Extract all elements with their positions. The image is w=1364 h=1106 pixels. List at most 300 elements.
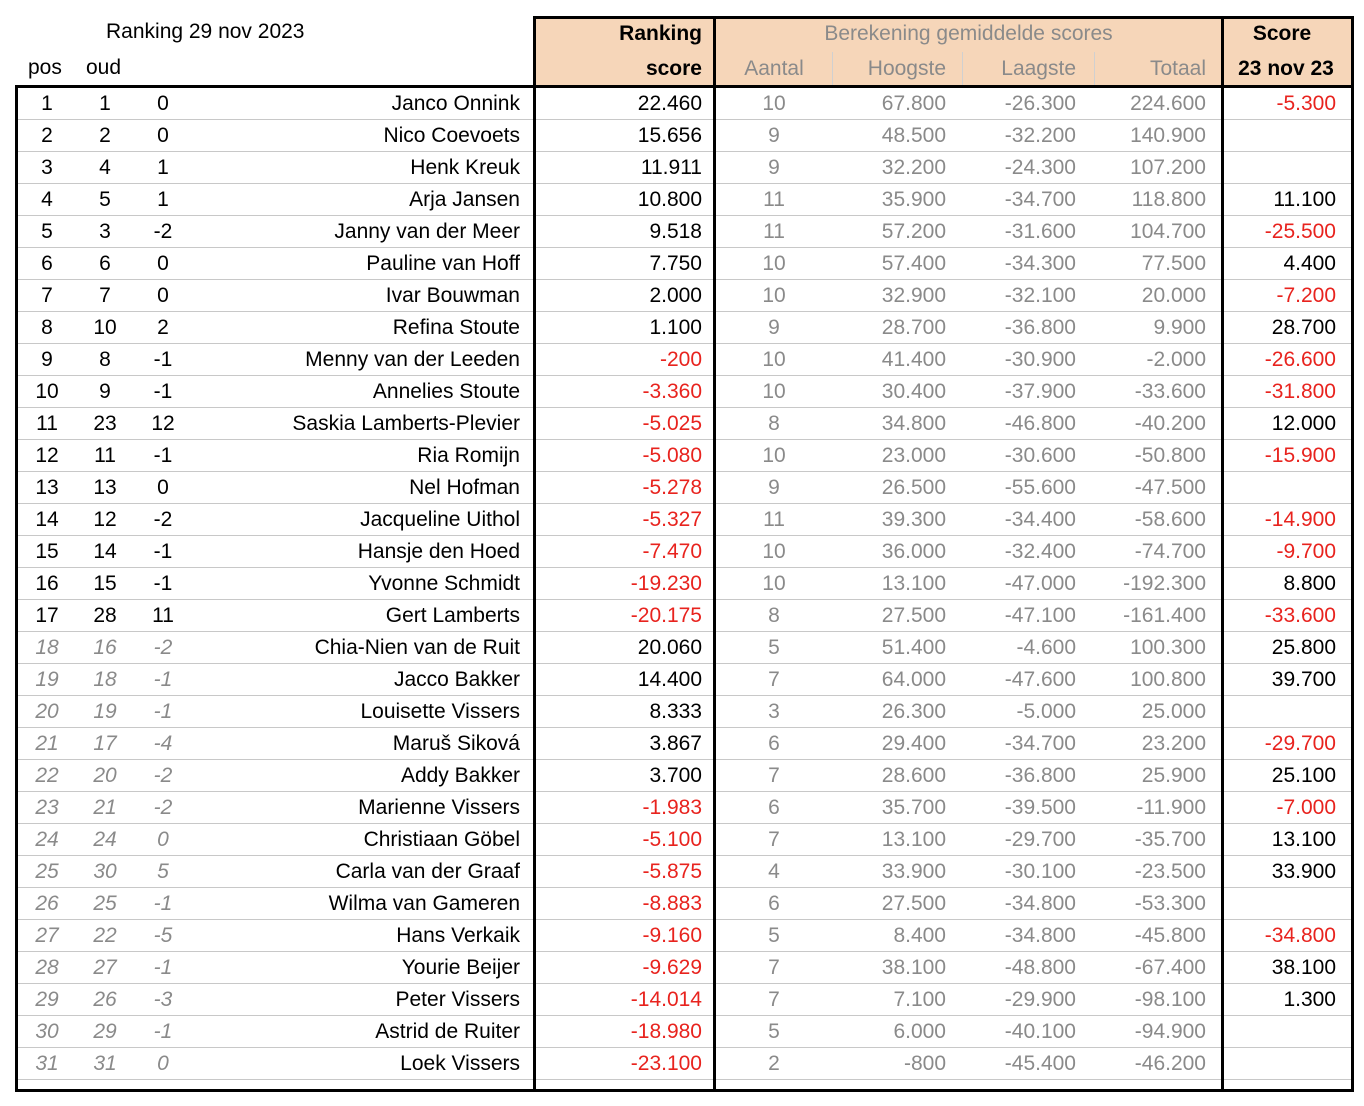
totaal-cell: -40.200 <box>1134 412 1206 435</box>
row-divider <box>18 1079 1352 1080</box>
pos-cell: 8 <box>41 316 53 339</box>
totaal-cell: -192.300 <box>1123 572 1206 595</box>
ranking-score-header-line2: score <box>645 57 702 80</box>
oud-cell: 9 <box>99 380 111 403</box>
ranking-score: -5.100 <box>642 828 702 851</box>
pos-cell: 3 <box>41 156 53 179</box>
header-divider <box>1094 52 1095 86</box>
ranking-score: 15.656 <box>637 124 702 147</box>
laagste-cell: -30.900 <box>1004 348 1076 371</box>
table-row <box>18 184 1352 216</box>
player-name: Nico Coevoets <box>383 124 520 147</box>
ranking-score: 20.060 <box>637 636 702 659</box>
pos-cell: 19 <box>35 668 59 691</box>
player-name: Pauline van Hoff <box>366 252 520 275</box>
laagste-cell: -34.700 <box>1004 188 1076 211</box>
aantal-cell: 7 <box>768 956 780 979</box>
aantal-cell: 6 <box>768 796 780 819</box>
hoogste-cell: 35.700 <box>881 796 946 819</box>
frame-line <box>713 16 716 1092</box>
player-name: Hansje den Hoed <box>357 540 520 563</box>
hoogste-cell: 13.100 <box>881 828 946 851</box>
totaal-cell: -11.900 <box>1136 796 1206 819</box>
hoogste-cell: 28.600 <box>881 764 946 787</box>
player-name: Saskia Lamberts-Plevier <box>292 412 520 435</box>
ranking-score: 1.100 <box>649 316 702 339</box>
hoogste-cell: 28.700 <box>881 316 946 339</box>
ranking-score: -5.875 <box>642 860 702 883</box>
hoogste-cell: 39.300 <box>881 508 946 531</box>
table-row <box>18 312 1352 344</box>
frame-line <box>533 16 1354 19</box>
oud-cell: 5 <box>99 188 111 211</box>
player-name: Annelies Stoute <box>372 380 520 403</box>
pos-cell: 26 <box>35 892 59 915</box>
ranking-score: -3.360 <box>642 380 702 403</box>
totaal-cell: 25.000 <box>1141 700 1206 723</box>
table-row <box>18 472 1352 504</box>
diff-cell: 0 <box>157 92 169 115</box>
totaal-cell: -74.700 <box>1134 540 1206 563</box>
diff-cell: -3 <box>153 988 173 1011</box>
oud-cell: 26 <box>93 988 117 1011</box>
aantal-cell: 2 <box>768 1052 780 1075</box>
pos-cell: 17 <box>35 604 59 627</box>
score-cell: 13.100 <box>1271 828 1336 851</box>
oud-cell: 24 <box>93 828 117 851</box>
score-cell: -25.500 <box>1264 220 1336 243</box>
table-row <box>18 1016 1352 1048</box>
ranking-score: -5.080 <box>642 444 702 467</box>
pos-cell: 22 <box>35 764 59 787</box>
aantal-cell: 9 <box>768 316 780 339</box>
aantal-cell: 11 <box>763 220 785 243</box>
table-row <box>18 824 1352 856</box>
hoogste-cell: 8.400 <box>893 924 946 947</box>
score-cell: 12.000 <box>1271 412 1336 435</box>
pos-cell: 14 <box>35 508 59 531</box>
table-row <box>18 280 1352 312</box>
oud-cell: 11 <box>94 444 116 467</box>
hoogste-cell: 57.200 <box>881 220 946 243</box>
pos-cell: 20 <box>35 700 59 723</box>
diff-cell: -2 <box>153 796 173 819</box>
laagste-cell: -36.800 <box>1004 764 1076 787</box>
aantal-cell: 7 <box>768 668 780 691</box>
aantal-cell: 6 <box>768 892 780 915</box>
ranking-score: -200 <box>659 348 702 371</box>
diff-cell: -1 <box>153 572 173 595</box>
score-cell <box>1224 696 1336 728</box>
aantal-cell: 9 <box>768 124 780 147</box>
totaal-cell: -94.900 <box>1134 1020 1206 1043</box>
oud-cell: 1 <box>99 92 111 115</box>
ranking-score: -9.629 <box>642 956 702 979</box>
pos-cell: 5 <box>41 220 53 243</box>
oud-cell: 10 <box>93 316 117 339</box>
ranking-score: 11.911 <box>640 156 702 179</box>
pos-cell: 28 <box>35 956 59 979</box>
diff-cell: -1 <box>153 892 173 915</box>
hoogste-cell: 67.800 <box>881 92 946 115</box>
ranking-score: 8.333 <box>649 700 702 723</box>
player-name: Yourie Beijer <box>401 956 520 979</box>
hoogste-cell: 41.400 <box>881 348 946 371</box>
ranking-score: 9.518 <box>649 220 702 243</box>
player-name: Hans Verkaik <box>396 924 520 947</box>
laagste-header: Laagste <box>1001 57 1076 80</box>
aantal-cell: 10 <box>762 444 786 467</box>
ranking-score: -5.278 <box>642 476 702 499</box>
aantal-cell: 3 <box>768 700 780 723</box>
score-cell: -7.000 <box>1276 796 1336 819</box>
table-row <box>18 120 1352 152</box>
score-cell: 28.700 <box>1271 316 1336 339</box>
aantal-cell: 9 <box>768 476 780 499</box>
player-name: Peter Vissers <box>395 988 520 1011</box>
pos-cell: 25 <box>35 860 59 883</box>
aantal-cell: 10 <box>762 284 786 307</box>
laagste-cell: -34.300 <box>1004 252 1076 275</box>
score-cell <box>1224 1048 1336 1080</box>
hoogste-cell: 36.000 <box>881 540 946 563</box>
frame-line <box>15 1089 1354 1092</box>
score-header-line2: 23 nov 23 <box>1238 57 1334 80</box>
totaal-cell: 25.900 <box>1141 764 1206 787</box>
totaal-cell: -47.500 <box>1134 476 1206 499</box>
pos-cell: 31 <box>35 1052 59 1075</box>
player-name: Louisette Vissers <box>360 700 520 723</box>
score-cell: -9.700 <box>1276 540 1336 563</box>
diff-cell: 1 <box>157 156 169 179</box>
hoogste-cell: 32.900 <box>881 284 946 307</box>
table-row <box>18 536 1352 568</box>
diff-cell: -2 <box>153 508 173 531</box>
score-cell: -14.900 <box>1264 508 1336 531</box>
ranking-score: 10.800 <box>637 188 702 211</box>
score-cell: 33.900 <box>1271 860 1336 883</box>
laagste-cell: -40.100 <box>1004 1020 1076 1043</box>
hoogste-cell: 48.500 <box>881 124 946 147</box>
player-name: Astrid de Ruiter <box>375 1020 520 1043</box>
aantal-cell: 7 <box>768 828 780 851</box>
header-divider <box>832 52 833 86</box>
player-name: Ria Romijn <box>417 444 520 467</box>
diff-cell: -1 <box>153 956 173 979</box>
oud-cell: 29 <box>93 1020 117 1043</box>
laagste-cell: -47.000 <box>1004 572 1076 595</box>
player-name: Janco Onnink <box>391 92 520 115</box>
aantal-cell: 10 <box>762 380 786 403</box>
oud-cell: 13 <box>93 476 117 499</box>
laagste-cell: -48.800 <box>1004 956 1076 979</box>
pos-cell: 30 <box>35 1020 59 1043</box>
score-cell: -29.700 <box>1264 732 1336 755</box>
laagste-cell: -55.600 <box>1004 476 1076 499</box>
player-name: Loek Vissers <box>400 1052 520 1075</box>
oud-cell: 4 <box>99 156 111 179</box>
score-cell: 39.700 <box>1271 668 1336 691</box>
oud-cell: 27 <box>93 956 117 979</box>
ranking-score: -7.470 <box>642 540 702 563</box>
score-cell: -34.800 <box>1264 924 1336 947</box>
diff-cell: -1 <box>153 348 173 371</box>
oud-cell: 28 <box>93 604 117 627</box>
laagste-cell: -37.900 <box>1004 380 1076 403</box>
table-row <box>18 920 1352 952</box>
hoogste-cell: 27.500 <box>881 604 946 627</box>
diff-cell: 11 <box>152 604 174 627</box>
aantal-cell: 5 <box>768 924 780 947</box>
diff-cell: -1 <box>153 540 173 563</box>
ranking-score: -14.014 <box>630 988 702 1011</box>
diff-cell: -4 <box>153 732 173 755</box>
oud-cell: 2 <box>99 124 111 147</box>
player-name: Wilma van Gameren <box>328 892 520 915</box>
table-row <box>18 248 1352 280</box>
totaal-header: Totaal <box>1149 57 1206 80</box>
oud-header: oud <box>86 56 122 79</box>
score-cell <box>1224 1016 1336 1048</box>
table-row <box>18 216 1352 248</box>
laagste-cell: -29.900 <box>1004 988 1076 1011</box>
frame-line <box>1221 16 1224 1092</box>
table-row <box>18 376 1352 408</box>
totaal-cell: -161.400 <box>1123 604 1206 627</box>
hoogste-cell: 33.900 <box>881 860 946 883</box>
table-row <box>18 344 1352 376</box>
player-name: Maruš Siková <box>392 732 520 755</box>
totaal-cell: 20.000 <box>1141 284 1206 307</box>
ranking-score: -5.327 <box>642 508 702 531</box>
pos-cell: 2 <box>41 124 53 147</box>
table-row <box>18 664 1352 696</box>
table-row <box>18 152 1352 184</box>
diff-cell: -5 <box>153 924 173 947</box>
player-name: Addy Bakker <box>400 764 520 787</box>
totaal-cell: 104.700 <box>1130 220 1206 243</box>
score-cell: 38.100 <box>1271 956 1336 979</box>
totaal-cell: 9.900 <box>1153 316 1206 339</box>
score-cell: -7.200 <box>1276 284 1336 307</box>
totaal-cell: -53.300 <box>1134 892 1206 915</box>
hoogste-cell: 7.100 <box>893 988 946 1011</box>
header-divider <box>962 52 963 86</box>
pos-cell: 6 <box>41 252 53 275</box>
laagste-cell: -32.100 <box>1004 284 1076 307</box>
totaal-cell: -2.000 <box>1146 348 1206 371</box>
table-row <box>18 504 1352 536</box>
totaal-cell: -33.600 <box>1134 380 1206 403</box>
player-name: Jacco Bakker <box>393 668 520 691</box>
ranking-score: 3.867 <box>649 732 702 755</box>
ranking-score: 3.700 <box>649 764 702 787</box>
hoogste-cell: 29.400 <box>881 732 946 755</box>
hoogste-cell: 26.500 <box>881 476 946 499</box>
diff-cell: -1 <box>153 668 173 691</box>
totaal-cell: 224.600 <box>1130 92 1206 115</box>
score-cell: -31.800 <box>1264 380 1336 403</box>
ranking-score: -1.983 <box>642 796 702 819</box>
oud-cell: 22 <box>93 924 117 947</box>
hoogste-cell: 38.100 <box>881 956 946 979</box>
diff-cell: 12 <box>151 412 175 435</box>
aantal-cell: 10 <box>762 572 786 595</box>
aantal-cell: 8 <box>768 604 780 627</box>
hoogste-cell: 30.400 <box>881 380 946 403</box>
diff-cell: 0 <box>157 284 169 307</box>
totaal-cell: -23.500 <box>1134 860 1206 883</box>
laagste-cell: -5.000 <box>1016 700 1076 723</box>
player-name: Christiaan Göbel <box>363 828 520 851</box>
laagste-cell: -34.700 <box>1004 732 1076 755</box>
aantal-cell: 7 <box>768 764 780 787</box>
laagste-cell: -47.600 <box>1004 668 1076 691</box>
table-row <box>18 792 1352 824</box>
totaal-cell: -46.200 <box>1134 1052 1206 1075</box>
laagste-cell: -24.300 <box>1004 156 1076 179</box>
ranking-title: Ranking 29 nov 2023 <box>106 20 305 43</box>
laagste-cell: -32.400 <box>1004 540 1076 563</box>
diff-cell: -1 <box>153 380 173 403</box>
oud-cell: 12 <box>93 508 117 531</box>
laagste-cell: -39.500 <box>1004 796 1076 819</box>
oud-cell: 7 <box>99 284 111 307</box>
oud-cell: 14 <box>93 540 117 563</box>
score-cell: -15.900 <box>1264 444 1336 467</box>
diff-cell: 0 <box>157 124 169 147</box>
pos-cell: 7 <box>41 284 53 307</box>
oud-cell: 18 <box>93 668 117 691</box>
score-cell: 8.800 <box>1283 572 1336 595</box>
aantal-cell: 10 <box>762 540 786 563</box>
aantal-cell: 10 <box>762 252 786 275</box>
player-name: Jacqueline Uithol <box>360 508 520 531</box>
player-name: Arja Jansen <box>409 188 520 211</box>
hoogste-cell: 23.000 <box>881 444 946 467</box>
table-row <box>18 568 1352 600</box>
diff-cell: 0 <box>157 476 169 499</box>
pos-cell: 27 <box>35 924 59 947</box>
player-name: Refina Stoute <box>392 316 520 339</box>
table-row <box>18 888 1352 920</box>
frame-line <box>533 16 536 1092</box>
table-row <box>18 952 1352 984</box>
oud-cell: 31 <box>93 1052 117 1075</box>
frame-line <box>15 85 1354 88</box>
score-cell: -33.600 <box>1264 604 1336 627</box>
table-row <box>18 440 1352 472</box>
ranking-score: 14.400 <box>637 668 702 691</box>
diff-cell: -1 <box>153 444 173 467</box>
aantal-cell: 8 <box>768 412 780 435</box>
hoogste-cell: -800 <box>903 1052 946 1075</box>
pos-cell: 21 <box>35 732 59 755</box>
pos-cell: 4 <box>41 188 53 211</box>
table-row <box>18 760 1352 792</box>
score-header-line1: Score <box>1252 22 1312 45</box>
diff-cell: 0 <box>157 828 169 851</box>
table-row <box>18 408 1352 440</box>
table-row <box>18 984 1352 1016</box>
score-cell <box>1224 472 1336 504</box>
ranking-score: -20.175 <box>630 604 702 627</box>
hoogste-cell: 32.200 <box>881 156 946 179</box>
table-row <box>18 696 1352 728</box>
berekening-group-header: Berekening gemiddelde scores <box>824 22 1113 45</box>
aantal-cell: 6 <box>768 732 780 755</box>
aantal-cell: 11 <box>763 508 785 531</box>
ranking-score: 7.750 <box>649 252 702 275</box>
player-name: Carla van der Graaf <box>335 860 520 883</box>
totaal-cell: -98.100 <box>1134 988 1206 1011</box>
laagste-cell: -4.600 <box>1016 636 1076 659</box>
player-name: Yvonne Schmidt <box>368 572 520 595</box>
hoogste-cell: 57.400 <box>881 252 946 275</box>
diff-cell: 0 <box>157 252 169 275</box>
diff-cell: -1 <box>153 700 173 723</box>
score-cell: 1.300 <box>1283 988 1336 1011</box>
pos-cell: 10 <box>35 380 59 403</box>
ranking-score: -19.230 <box>630 572 702 595</box>
score-cell <box>1224 888 1336 920</box>
laagste-cell: -46.800 <box>1004 412 1076 435</box>
hoogste-cell: 35.900 <box>881 188 946 211</box>
score-cell: -5.300 <box>1276 92 1336 115</box>
laagste-cell: -34.800 <box>1004 892 1076 915</box>
score-cell: 25.800 <box>1271 636 1336 659</box>
aantal-cell: 10 <box>762 92 786 115</box>
ranking-score: 2.000 <box>649 284 702 307</box>
ranking-score: 22.460 <box>637 92 702 115</box>
pos-cell: 18 <box>35 636 59 659</box>
aantal-cell: 7 <box>768 988 780 1011</box>
laagste-cell: -30.600 <box>1004 444 1076 467</box>
pos-cell: 29 <box>35 988 59 1011</box>
player-name: Chia-Nien van de Ruit <box>314 636 520 659</box>
ranking-score: -8.883 <box>642 892 702 915</box>
player-name: Janny van der Meer <box>334 220 520 243</box>
hoogste-cell: 13.100 <box>881 572 946 595</box>
laagste-cell: -26.300 <box>1004 92 1076 115</box>
diff-cell: 0 <box>157 1052 169 1075</box>
totaal-cell: 100.300 <box>1130 636 1206 659</box>
score-cell <box>1224 120 1336 152</box>
oud-cell: 8 <box>99 348 111 371</box>
oud-cell: 15 <box>93 572 117 595</box>
pos-cell: 16 <box>35 572 59 595</box>
diff-cell: -1 <box>153 1020 173 1043</box>
score-cell: 11.100 <box>1273 188 1336 211</box>
pos-cell: 23 <box>35 796 59 819</box>
player-name: Menny van der Leeden <box>305 348 520 371</box>
totaal-cell: 140.900 <box>1130 124 1206 147</box>
diff-cell: -2 <box>153 636 173 659</box>
oud-cell: 23 <box>93 412 117 435</box>
pos-cell: 9 <box>41 348 53 371</box>
score-cell: 4.400 <box>1283 252 1336 275</box>
frame-line <box>15 85 18 1092</box>
hoogste-cell: 27.500 <box>881 892 946 915</box>
totaal-cell: 107.200 <box>1130 156 1206 179</box>
aantal-cell: 9 <box>768 156 780 179</box>
aantal-cell: 11 <box>763 188 785 211</box>
hoogste-cell: 51.400 <box>881 636 946 659</box>
laagste-cell: -34.400 <box>1004 508 1076 531</box>
aantal-header: Aantal <box>744 57 804 80</box>
table-row <box>18 600 1352 632</box>
table-row <box>18 88 1352 120</box>
